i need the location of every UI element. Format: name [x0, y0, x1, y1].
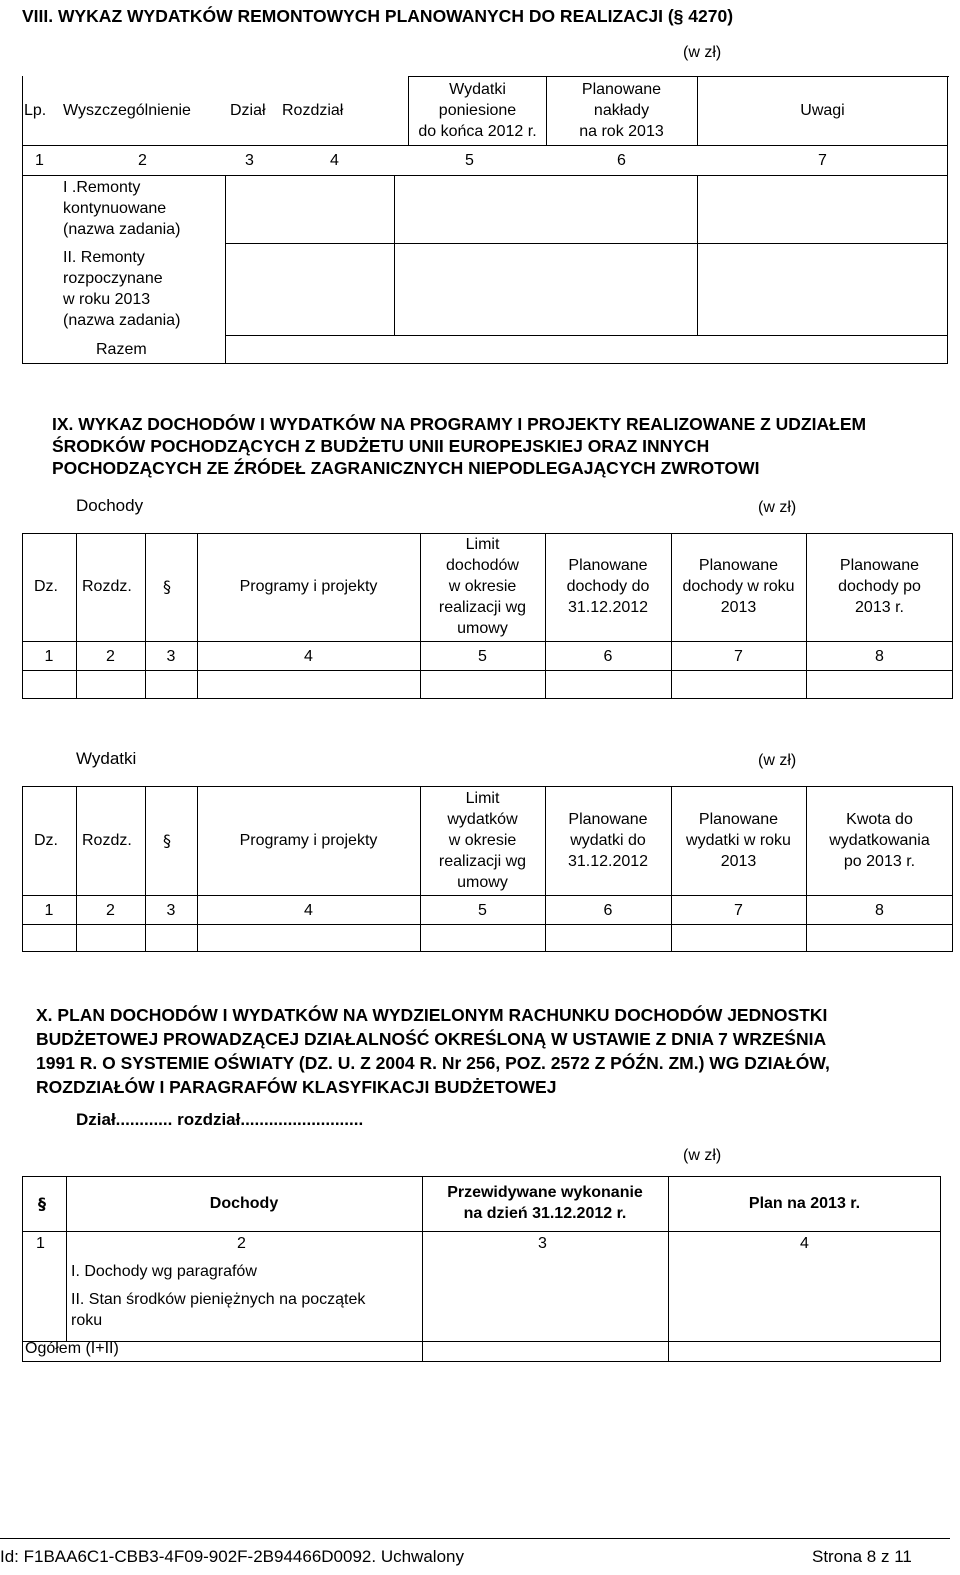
header-planowane: Planowane nakłady na rok 2013 [579, 81, 664, 140]
row-stan-srodkow: II. Stan środków pieniężnych na początek roku [71, 1291, 366, 1329]
x-header-plan: Plan na 2013 r. [748, 1195, 861, 1212]
col-number: 2 [237, 1235, 246, 1252]
dochody-header-rozdz: Rozdz. [82, 578, 132, 595]
col-number: 4 [304, 648, 313, 665]
col-number: 6 [617, 152, 626, 169]
row-remonty-kontynuowane: I .Remonty kontynuowane (nazwa zadania) [63, 179, 181, 238]
dochody-unit: (w zł) [758, 499, 797, 516]
row-dochody-wg-paragrafow: I. Dochody wg paragrafów [71, 1263, 257, 1280]
wydatki-header-paragraf: § [163, 831, 171, 850]
section-8-unit: (w zł) [683, 44, 722, 61]
col-number: 4 [330, 152, 339, 169]
section-10-title: X. PLAN DOCHODÓW I WYDATKÓW NA WYDZIELONYM RACHUNKU DOCHODÓW JEDNOSTKI BUDŻETOWEJ PROWADZĄCEJ DZIAŁALNOŚĆ OKREŚLONĄ W USTAWIE Z DNIA 7 WRZEŚNIA 1991 R. O SYSTEMIE OŚWIATY (DZ. U. Z 2004 R. Nr 256, POZ. 2572 Z PÓŹN. ZM.) WG DZIAŁÓW, ROZDZIAŁÓW I PARAGRAFÓW KLASYFIKACJI BUDŻETOWEJ [36, 1005, 830, 1097]
wydatki-header-limit: Limit wydatków w okresie realizacji wg umowy [438, 790, 527, 891]
col-number: 2 [106, 648, 115, 665]
wydatki-header-planowane-do: Planowane wydatki do 31.12.2012 [567, 811, 649, 870]
dochody-header-programy: Programy i projekty [239, 578, 378, 595]
col-number: 3 [538, 1235, 547, 1252]
dochody-header-limit: Limit dochodów w okresie realizacji wg umowy [438, 536, 527, 637]
section-10-unit: (w zł) [683, 1147, 722, 1164]
col-number: 8 [875, 648, 884, 665]
dzial-rozdzial-line: Dział............ rozdział.......................... [76, 1110, 364, 1129]
section-8-title: VIII. WYKAZ WYDATKÓW REMONTOWYCH PLANOWANYCH DO REALIZACJI (§ 4270) [22, 6, 734, 26]
col-number: 6 [603, 648, 613, 665]
col-number: 1 [44, 902, 54, 919]
col-number: 3 [245, 152, 254, 169]
col-number: 4 [800, 1235, 809, 1252]
col-number: 1 [35, 152, 44, 169]
dochody-header-planowane-do: Planowane dochody do 31.12.2012 [566, 557, 650, 616]
col-number: 2 [106, 902, 115, 919]
footer-document-id: Id: F1BAA6C1-CBB3-4F09-902F-2B94466D0092. Uchwalony [0, 1547, 464, 1566]
section-9-title: IX. WYKAZ DOCHODÓW I WYDATKÓW NA PROGRAMY I PROJEKTY REALIZOWANE Z UDZIAŁEM ŚRODKÓW POCHODZĄCYCH Z BUDŻETU UNII EUROPEJSKIEJ ORAZ INNYCH POCHODZĄCYCH ZE ŹRÓDEŁ ZAGRANICZNYCH NIEPODLEGAJĄCYCH ZWROTOWI [52, 414, 867, 478]
col-number: 1 [44, 648, 54, 665]
col-number: 8 [875, 902, 884, 919]
header-wyszczegolnienie: Wyszczególnienie [63, 102, 191, 119]
dochody-header-planowane-w-roku: Planowane dochody w roku 2013 [682, 557, 795, 616]
x-header-przewidywane: Przewidywane wykonanie na dzień 31.12.2012 r. [447, 1184, 643, 1222]
wydatki-header-kwota: Kwota do wydatkowania po 2013 r. [829, 811, 930, 870]
col-number: 2 [138, 152, 147, 169]
header-dzial: Dział [230, 102, 266, 119]
wydatki-header-programy: Programy i projekty [239, 832, 378, 849]
wydatki-unit: (w zł) [758, 752, 797, 769]
header-rozdzial: Rozdział [282, 102, 344, 119]
wydatki-header-planowane-w-roku: Planowane wydatki w roku 2013 [686, 811, 791, 870]
x-header-dochody: Dochody [209, 1195, 279, 1212]
col-number: 1 [36, 1235, 45, 1252]
col-number: 3 [166, 902, 176, 919]
col-number: 4 [304, 902, 313, 919]
x-header-paragraf: § [38, 1194, 46, 1213]
wydatki-header-rozdz: Rozdz. [82, 832, 132, 849]
dochody-header-planowane-po: Planowane dochody po 2013 r. [838, 557, 921, 616]
row-remonty-rozpoczynane: II. Remonty rozpoczynane w roku 2013 (nazwa zadania) [63, 249, 181, 329]
row-razem: Razem [96, 341, 147, 358]
col-number: 5 [478, 902, 487, 919]
dochody-label: Dochody [76, 496, 144, 515]
wydatki-header-dz: Dz. [34, 832, 58, 849]
wydatki-label: Wydatki [76, 749, 137, 768]
row-ogolem: Ogółem (I+II) [25, 1340, 119, 1357]
col-number: 7 [818, 152, 827, 169]
col-number: 3 [166, 648, 176, 665]
col-number: 5 [478, 648, 487, 665]
footer-rule [0, 1538, 950, 1539]
col-number: 7 [734, 648, 743, 665]
col-number: 7 [734, 902, 743, 919]
footer-page-number: Strona 8 z 11 [812, 1547, 912, 1566]
dochody-header-paragraf: § [163, 577, 171, 596]
header-wydatki: Wydatki poniesione do końca 2012 r. [418, 81, 537, 140]
col-number: 5 [465, 152, 474, 169]
header-lp: Lp. [24, 102, 47, 119]
col-number: 6 [603, 902, 613, 919]
header-uwagi: Uwagi [800, 102, 845, 119]
dochody-header-dz: Dz. [34, 578, 58, 595]
